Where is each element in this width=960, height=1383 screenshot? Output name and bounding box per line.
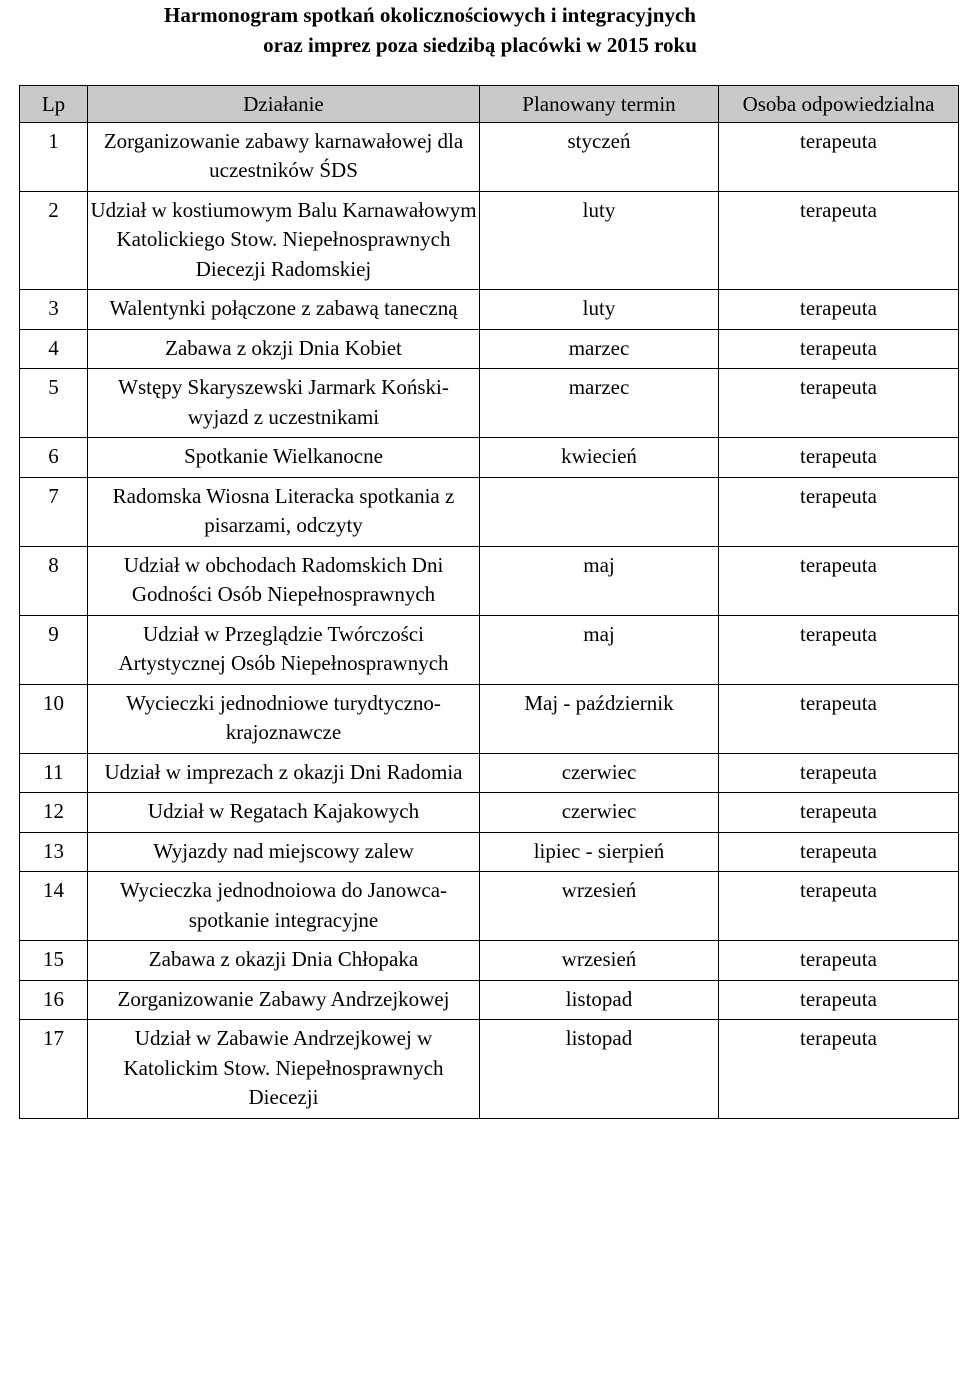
cell-person: terapeuta <box>719 191 959 290</box>
table-row <box>20 684 959 753</box>
cell-lp: 8 <box>20 546 88 615</box>
cell-person: terapeuta <box>719 369 959 438</box>
cell-lp: 2 <box>20 191 88 290</box>
cell-lp: 6 <box>20 438 88 478</box>
table-row <box>20 477 959 546</box>
column-header-action: Działanie <box>88 86 480 123</box>
cell-term: wrzesień <box>480 872 719 941</box>
cell-lp: 7 <box>20 477 88 546</box>
cell-action: Wycieczka jednodnoiowa do Janowca- spotkanie integracyjne <box>88 872 480 941</box>
cell-person: terapeuta <box>719 684 959 753</box>
cell-term: styczeń <box>480 122 719 191</box>
cell-person: terapeuta <box>719 1020 959 1119</box>
cell-person: terapeuta <box>719 438 959 478</box>
cell-action: Zorganizowanie zabawy karnawałowej dla uczestników ŚDS <box>88 122 480 191</box>
table-row <box>20 872 959 941</box>
table-row <box>20 329 959 369</box>
cell-person: terapeuta <box>719 980 959 1020</box>
cell-person: terapeuta <box>719 941 959 981</box>
cell-action: Udział w kostiumowym Balu Karnawałowym Katolickiego Stow. Niepełnosprawnych Diecezji Radomskiej <box>88 191 480 290</box>
title-line-2: oraz imprez poza siedzibą placówki w 2015 roku <box>263 33 697 57</box>
table-row <box>20 546 959 615</box>
table-row <box>20 290 959 330</box>
cell-lp: 9 <box>20 615 88 684</box>
cell-term: maj <box>480 615 719 684</box>
cell-person: terapeuta <box>719 832 959 872</box>
cell-lp: 14 <box>20 872 88 941</box>
cell-term: listopad <box>480 980 719 1020</box>
cell-term: marzec <box>480 369 719 438</box>
cell-person: terapeuta <box>719 122 959 191</box>
title-line-1: Harmonogram spotkań okolicznościowych i integracyjnych <box>164 3 696 27</box>
cell-action: Udział w Regatach Kajakowych <box>88 793 480 833</box>
cell-action: Radomska Wiosna Literacka spotkania z pisarzami, odczyty <box>88 477 480 546</box>
cell-person: terapeuta <box>719 872 959 941</box>
table-row <box>20 793 959 833</box>
cell-term: Maj - październik <box>480 684 719 753</box>
cell-term: lipiec - sierpień <box>480 832 719 872</box>
cell-term: czerwiec <box>480 793 719 833</box>
column-header-person: Osoba odpowiedzialna <box>719 86 959 123</box>
cell-term: marzec <box>480 329 719 369</box>
column-header-term: Planowany termin <box>480 86 719 123</box>
cell-lp: 15 <box>20 941 88 981</box>
cell-lp: 10 <box>20 684 88 753</box>
cell-term: luty <box>480 290 719 330</box>
cell-term: maj <box>480 546 719 615</box>
cell-person: terapeuta <box>719 793 959 833</box>
table-row <box>20 122 959 191</box>
table-row <box>20 438 959 478</box>
cell-action: Udział w obchodach Radomskich Dni Godności Osób Niepełnosprawnych <box>88 546 480 615</box>
table-row <box>20 980 959 1020</box>
cell-action: Zabawa z okazji Dnia Chłopaka <box>88 941 480 981</box>
table-row <box>20 941 959 981</box>
cell-person: terapeuta <box>719 546 959 615</box>
table-row <box>20 753 959 793</box>
header-row <box>20 86 959 123</box>
cell-term: czerwiec <box>480 753 719 793</box>
cell-lp: 3 <box>20 290 88 330</box>
cell-lp: 4 <box>20 329 88 369</box>
cell-action: Wstępy Skaryszewski Jarmark Koński-wyjazd z uczestnikami <box>88 369 480 438</box>
cell-action: Zorganizowanie Zabawy Andrzejkowej <box>88 980 480 1020</box>
cell-action: Walentynki połączone z zabawą taneczną <box>88 290 480 330</box>
table-row <box>20 369 959 438</box>
schedule-table <box>19 85 959 1119</box>
cell-person: terapeuta <box>719 290 959 330</box>
cell-term: kwiecień <box>480 438 719 478</box>
cell-action: Udział w Przeglądzie Twórczości Artystycznej Osób Niepełnosprawnych <box>88 615 480 684</box>
cell-person: terapeuta <box>719 477 959 546</box>
cell-term: listopad <box>480 1020 719 1119</box>
cell-term: wrzesień <box>480 941 719 981</box>
table-row <box>20 191 959 290</box>
cell-term <box>480 477 719 546</box>
cell-person: terapeuta <box>719 329 959 369</box>
cell-action: Spotkanie Wielkanocne <box>88 438 480 478</box>
cell-action: Udział w imprezach z okazji Dni Radomia <box>88 753 480 793</box>
cell-term: luty <box>480 191 719 290</box>
cell-action: Zabawa z okzji Dnia Kobiet <box>88 329 480 369</box>
cell-lp: 12 <box>20 793 88 833</box>
cell-action: Wycieczki jednodniowe turydtyczno-krajoznawcze <box>88 684 480 753</box>
cell-lp: 1 <box>20 122 88 191</box>
cell-lp: 16 <box>20 980 88 1020</box>
table-row <box>20 832 959 872</box>
cell-lp: 17 <box>20 1020 88 1119</box>
cell-lp: 13 <box>20 832 88 872</box>
cell-action: Udział w Zabawie Andrzejkowej w Katolickim Stow. Niepełnosprawnych Diecezji <box>88 1020 480 1119</box>
document-title <box>0 0 960 60</box>
cell-lp: 5 <box>20 369 88 438</box>
column-header-lp: Lp <box>20 86 88 123</box>
table-row <box>20 615 959 684</box>
table-row <box>20 1020 959 1119</box>
cell-person: terapeuta <box>719 615 959 684</box>
cell-person: terapeuta <box>719 753 959 793</box>
cell-lp: 11 <box>20 753 88 793</box>
cell-action: Wyjazdy nad miejscowy zalew <box>88 832 480 872</box>
